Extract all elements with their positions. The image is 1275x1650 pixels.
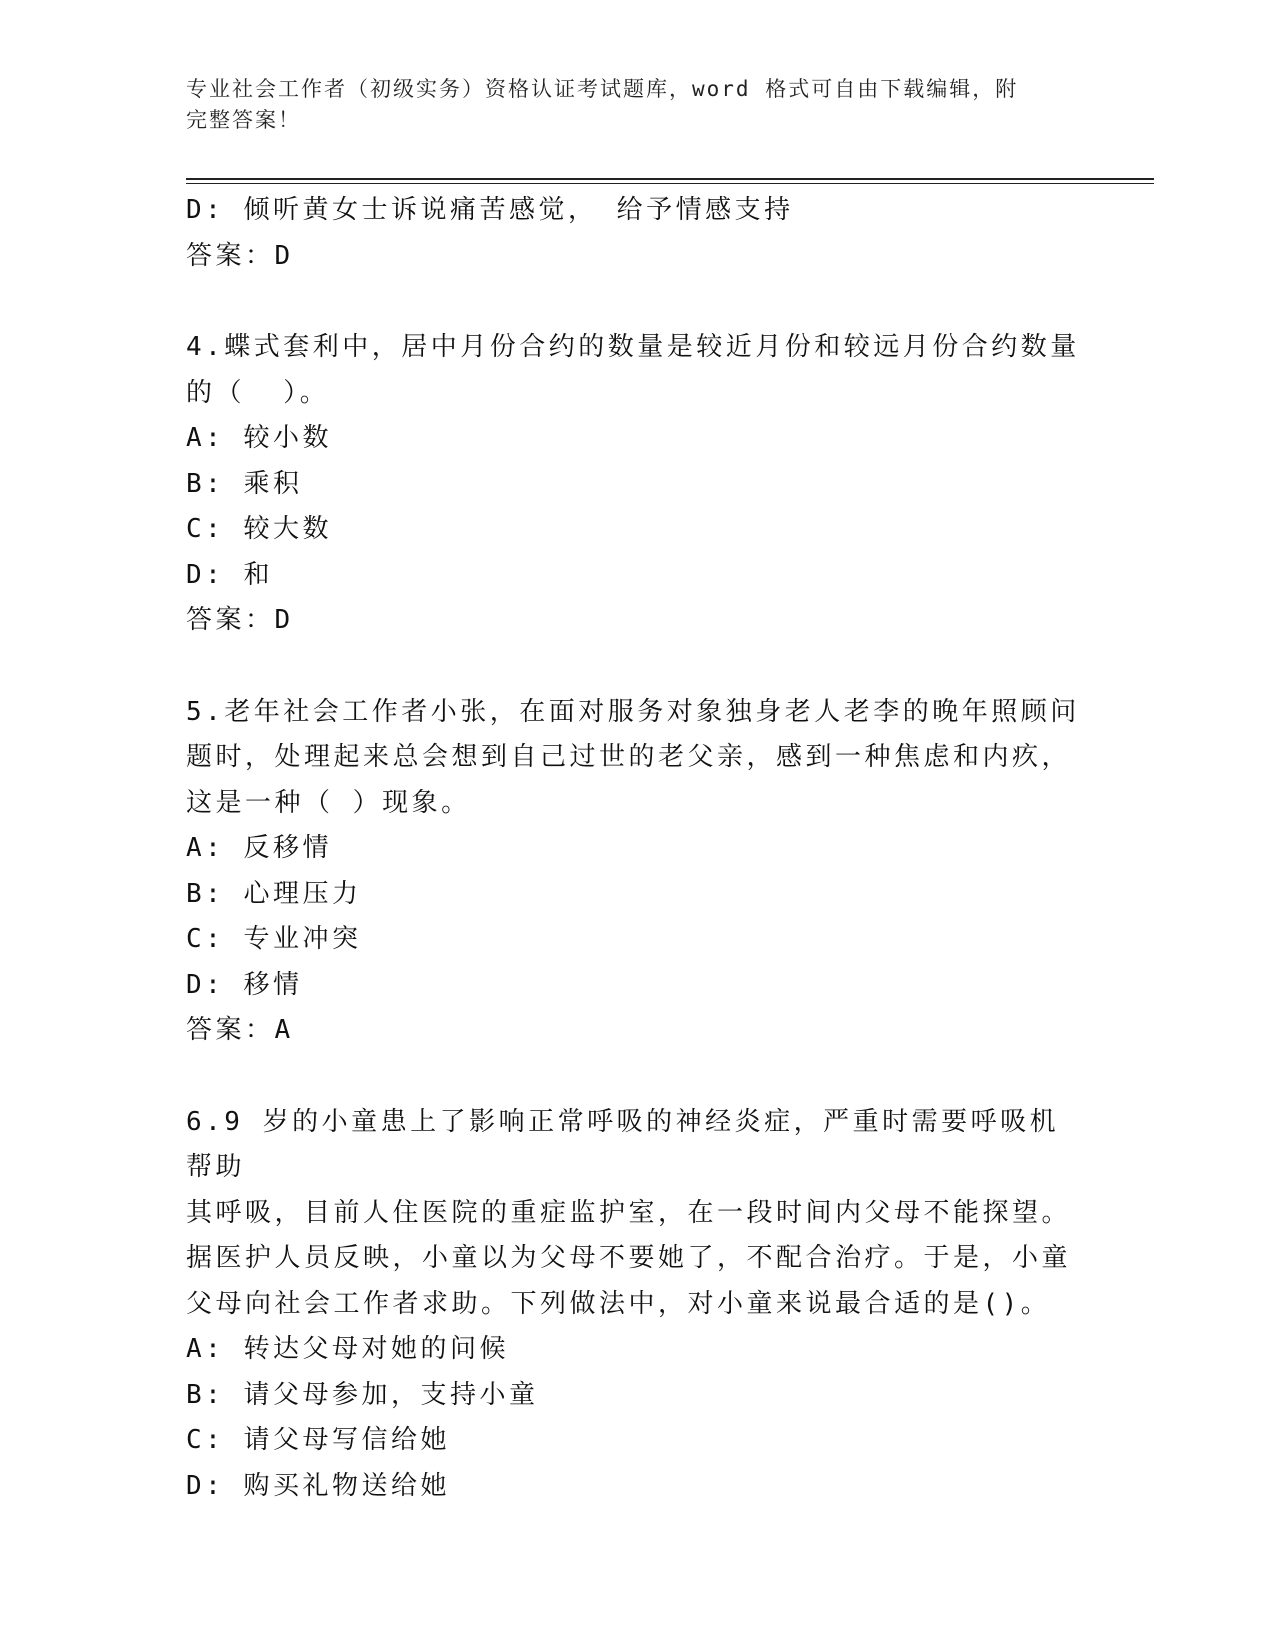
header-rule-thin [186, 183, 1154, 184]
answer: 答案：D [186, 605, 294, 635]
question-stem-line: 题时，处理起来总会想到自己过世的老父亲，感到一种焦虑和内疚， [186, 742, 1072, 772]
spacer [186, 644, 1086, 690]
question-5 [186, 690, 1086, 1054]
question-stem-line: 4.蝶式套利中，居中月份合约的数量是较近月份和较远月份合约数量 [186, 332, 1080, 362]
header-line-1: 专业社会工作者（初级实务）资格认证考试题库，word 格式可自由下载编辑，附 [186, 77, 1019, 101]
option-b: B: 请父母参加，支持小童 [186, 1379, 539, 1410]
question-stem-line: 5.老年社会工作者小张，在面对服务对象独身老人老李的晚年照顾问 [186, 696, 1080, 727]
spacer [186, 279, 1086, 325]
question-6 [186, 1100, 1086, 1510]
option-a: A: 转达父母对她的问候 [186, 1334, 509, 1364]
header-rule-thick [186, 178, 1154, 180]
option-d: D: 和 [186, 559, 273, 590]
question-stem-line: 这是一种（ ）现象。 [186, 787, 471, 818]
question-stem-line: 6.9 岁的小童患上了影响正常呼吸的神经炎症，严重时需要呼吸机帮助 [186, 1106, 1060, 1182]
option-c: C: 较大数 [186, 514, 332, 544]
question-4 [186, 325, 1086, 644]
option-d: D: 购买礼物送给她 [186, 1470, 450, 1501]
question-stem-line: 其呼吸，目前人住医院的重症监护室，在一段时间内父母不能探望。 [186, 1197, 1072, 1228]
document-body [186, 188, 1086, 1509]
document-header [186, 74, 1066, 136]
question-stem-line: 的（ ）。 [186, 377, 330, 408]
prev-question [186, 188, 1086, 279]
spacer [186, 1054, 1086, 1100]
option-c: C: 专业冲突 [186, 924, 362, 954]
question-stem-line: 据医护人员反映，小童以为父母不要她了，不配合治疗。于是，小童 [186, 1243, 1072, 1273]
option-b: B: 乘积 [186, 468, 303, 499]
option-c: C: 请父母写信给她 [186, 1425, 450, 1455]
answer: 答案：A [186, 1015, 294, 1045]
option-d: D: 移情 [186, 969, 303, 1000]
header-line-2: 完整答案！ [186, 108, 301, 132]
option-d: D: 倾听黄女士诉说痛苦感觉， 给予情感支持 [186, 195, 794, 225]
question-stem-line: 父母向社会工作者求助。下列做法中，对小童来说最合适的是()。 [186, 1288, 1051, 1319]
answer: 答案：D [186, 240, 294, 271]
option-a: A: 反移情 [186, 833, 332, 863]
option-a: A: 较小数 [186, 423, 332, 453]
option-b: B: 心理压力 [186, 878, 362, 909]
